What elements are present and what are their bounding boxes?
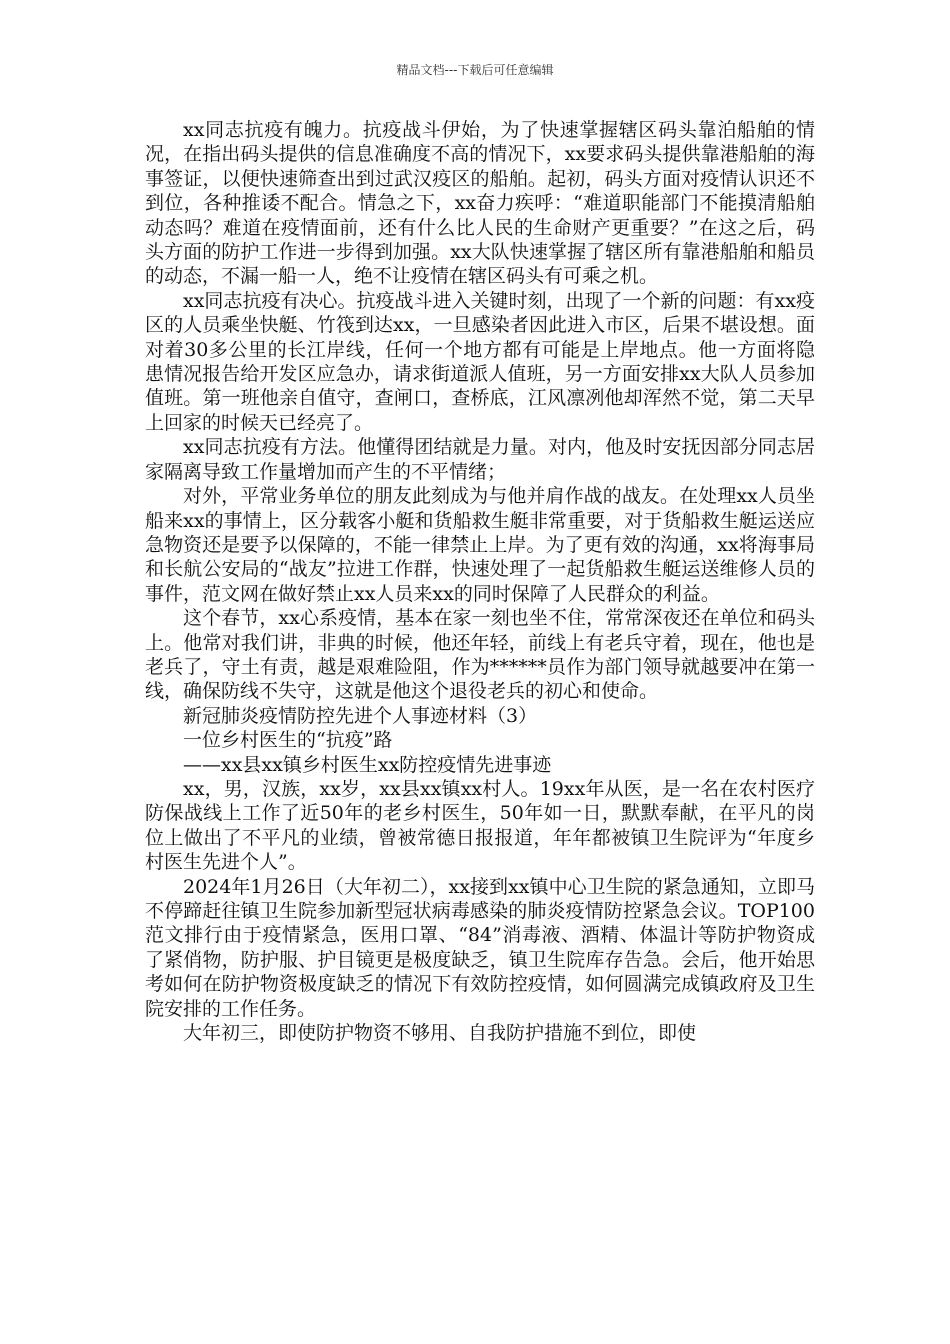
paragraph-1: xx同志抗疫有魄力。抗疫战斗伊始，为了快速掌握辖区码头靠泊船舶的情况，在指出码头提供的信息准确度不高的情况下，xx要求码头提供靠港船舶的海事签证，以便快速筛查出到过武汉疫区的船舶。起初，码头方面对疫情认识还不到位，各种推诿不配合。情急之下，xx奋力疾呼：“难道职能部门不能摸清船舶动态吗？难道在疫情面前，还有什么比人民的生命财产更重要？”在这之后，码头方面的防护工作进一步得到加强。xx大队快速掌握了辖区所有靠港船舶和船员的动态，不漏一船一人，绝不让疫情在辖区码头有可乘之机。 <box>145 119 815 288</box>
paragraph-5: 这个春节，xx心系疫情，基本在家一刻也坐不住，常常深夜还在单位和码头上。他常对我们讲，非典的时候，他还年轻，前线上有老兵守着，现在，他也是老兵了，守土有责，越是艰难险阻，作为******员作为部门领导就越要冲在第一线，确保防线不失守，这就是他这个退役老兵的初心和使命。 <box>145 607 815 703</box>
section-byline: ——xx县xx镇乡村医生xx防控疫情先进事迹 <box>183 753 552 776</box>
section-subtitle: 一位乡村医生的“抗疫”路 <box>183 729 393 752</box>
paragraph-4: 对外，平常业务单位的朋友此刻成为与他并肩作战的战友。在处理xx人员坐船来xx的事情上，区分载客小艇和货船救生艇非常重要，对于货船救生艇运送应急物资还是要予以保障的，不能一律禁止上岸。为了更有效的沟通，xx将海事局和长航公安局的“战友”拉进工作群，快速处理了一起货船救生艇运送维修人员的事件，范文网在做好禁止xx人员来xx的同时保障了人民群众的利益。 <box>145 485 815 605</box>
paragraph-6: xx，男，汉族，xx岁，xx县xx镇xx村人。19xx年从医，是一名在农村医疗防保战线上工作了近50年的老乡村医生，50年如一日，默默奉献，在平凡的岗位上做出了不平凡的业绩，曾被常德日报报道，年年都被镇卫生院评为“年度乡村医生先进个人”。 <box>145 777 815 874</box>
document-body <box>145 118 815 1045</box>
paragraph-8: 大年初三，即使防护物资不够用、自我防护措施不到位，即使 <box>183 1022 697 1045</box>
paragraph-2: xx同志抗疫有决心。抗疫战斗进入关键时刻，出现了一个新的问题：有xx疫区的人员乘坐快艇、竹筏到达xx，一旦感染者因此进入市区，后果不堪设想。面对着30多公里的长江岸线，任何一个地方都有可能是上岸地点。他一方面将隐患情况报告给开发区应急办，请求街道派人值班，另一方面安排xx大队人员参加值班。第一班他亲自值守，查闸口，查桥底，江风凛冽他却浑然不觉，第二天早上回家的时候天已经亮了。 <box>145 289 815 434</box>
section-title: 新冠肺炎疫情防控先进个人事迹材料（3） <box>183 704 538 727</box>
paragraph-7: 2024年1月26日（大年初二），xx接到xx镇中心卫生院的紧急通知，立即马不停蹄赶往镇卫生院参加新型冠状病毒感染的肺炎疫情防控紧急会议。TOP100范文排行由于疫情紧急，医用口罩、“84”消毒液、酒精、体温计等防护物资成了紧俏物，防护服、护目镜更是极度缺乏，镇卫生院库存告急。会后，他开始思考如何在防护物资极度缺乏的情况下有效防控疫情，如何圆满完成镇政府及卫生院安排的工作任务。 <box>145 875 815 1020</box>
page-header: 精品文档---下载后可任意编辑 <box>396 63 554 77</box>
paragraph-3: xx同志抗疫有方法。他懂得团结就是力量。对内，他及时安抚因部分同志居家隔离导致工作量增加而产生的不平情绪； <box>145 436 815 483</box>
